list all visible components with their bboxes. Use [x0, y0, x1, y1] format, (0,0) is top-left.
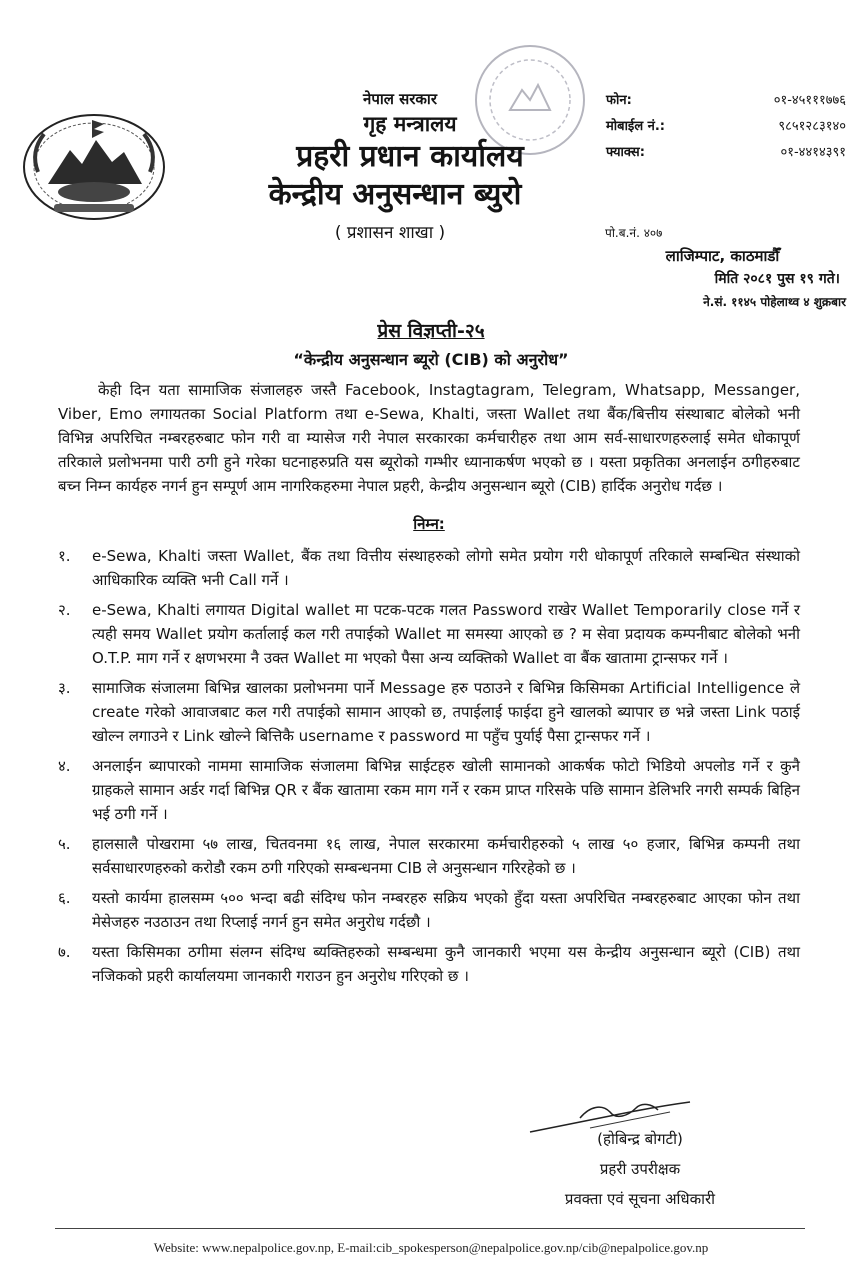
- item-text: e-Sewa, Khalti लगायत Digital wallet मा पटक-पटक गलत Password राखेर Wallet Temporarily close गर्ने र त्यही समय Wallet प्रयोग कर्तालाई कल गरी तपाईको Wallet मा समस्या आएको छ ? म सेवा प्रदायक कम्पनीबाट बोलेको भनी O.T.P. माग गर्ने र क्षणभरमा नै उक्त Wallet मा भएको पैसा अन्य व्यक्तिको Wallet वा बैंक खातामा ट्रान्सफर गर्ने ।: [92, 601, 800, 667]
- location: लाजिम्पाट, काठमाडौँ: [665, 247, 780, 265]
- po-box: पो.ब.नं. ४०७: [605, 226, 663, 240]
- contact-row-mobile: [606, 114, 846, 140]
- list-heading: [58, 512, 800, 536]
- item-number: ६.: [58, 889, 71, 907]
- footer-contact: Website: www.nepalpolice.gov.np, E-mail:cib_spokesperson@nepalpolice.gov.np/cib@nepalpolice.gov.np: [153, 1240, 709, 1255]
- ministry-name: गृह मन्त्रालय: [363, 112, 457, 136]
- list-item: [58, 886, 800, 934]
- signature-block: [540, 1124, 740, 1214]
- signatory-name: (होबिन्द्र बोगटी): [597, 1130, 683, 1148]
- contact-value: ०१-४५१११७७६: [773, 93, 846, 108]
- item-number: ४.: [58, 757, 71, 775]
- list-item: [58, 754, 800, 826]
- branch-name: ( प्रशासन शाखा ): [334, 223, 446, 243]
- request-list: [58, 544, 800, 988]
- item-text: अनलाईन ब्यापारको नाममा सामाजिक संजालमा बिभिन्न साईटहरु खोली सामानको आकर्षक फोटो भिडियो अपलोड गर्ने र कुनै ग्राहकले सामान अर्डर गर्दा बिभिन्न QR र बैंक खातामा रकम माग गर्ने र रकम प्राप्त गरिसके पछि सामान डेलिभरि नगरी सम्पर्क बिहिन भई ठगी गर्ने ।: [92, 757, 800, 823]
- list-item: [58, 940, 800, 988]
- government-name: नेपाल सरकार: [363, 90, 437, 108]
- contact-label: फ्याक्स:: [606, 145, 645, 160]
- list-item: [58, 544, 800, 592]
- press-subtitle: “केन्द्रीय अनुसन्धान ब्यूरो (CIB) को अनुरोध”: [293, 350, 569, 369]
- intro-paragraph: केही दिन यता सामाजिक संजालहरु जस्तै Facebook, Instagtagram, Telegram, Whatsapp, Messanger, Viber, Emo लगायतका Social Platform तथा e-Sewa, Khalti, जस्ता Wallet तथा बैंक/बित्तीय संस्थाबाट बोलेको भनी विभिन्न अपरिचित नम्बरहरुबाट फोन गरी वा म्यासेज गरी नेपाल सरकारका कर्मचारीहरु तथा आम सर्व-साधारणहरुलाई समेत धोकापूर्ण तरिकाले प्रलोभनमा पारी ठगी हुने गरेका घटनाहरुप्रति यस ब्यूरोको गम्भीर ध्यानाकर्षण भएको छ । यस्ता प्रकृतिका अनलाईन ठगीहरुबाट बच्न निम्न कार्यहरु नगर्न हुन सम्पूर्ण आम नागरिकहरुमा नेपाल प्रहरी, केन्द्रीय अनुसन्धान ब्यूरो (CIB) हार्दिक अनुरोध गर्दछ ।: [58, 381, 800, 495]
- address-block: [605, 222, 846, 314]
- press-title: [0, 317, 862, 343]
- nepal-samvat-date: ने.सं. ११४५ पोहेलाथ्व ४ शुक्रबार: [703, 295, 846, 309]
- contact-label: फोन:: [606, 93, 632, 108]
- list-item: [58, 832, 800, 880]
- item-text: e-Sewa, Khalti जस्ता Wallet, बैंक तथा वित्तीय संस्थाहरुको लोगो समेत प्रयोग गरी धोकापूर्ण तरिकाले सम्बन्धित संस्थाको आधिकारिक व्यक्ति भनी Call गर्ने ।: [92, 547, 800, 589]
- footer-divider: [55, 1228, 805, 1229]
- contact-row-phone: [606, 88, 846, 114]
- item-text: सामाजिक संजालमा बिभिन्न खालका प्रलोभनमा पार्ने Message हरु पठाउने र बिभिन्न किसिमका Artificial Intelligence ले create गरेको आवाजबाट कल गरी तपाईको सामान आएको छ, तपाईलाई फाईदा हुने खालको ब्यापार छ भन्ने जस्ता Link पठाई खोल्न लगाउने र Link खोल्ने बित्तिकै username र password मा पहुँच पुर्याई पैसा ट्रान्सफर गर्ने ।: [92, 679, 800, 745]
- item-number: ३.: [58, 679, 71, 697]
- bureau-name: केन्द्रीय अनुसन्धान ब्युरो: [268, 177, 522, 212]
- body-content: [58, 378, 800, 994]
- contact-label: मोबाईल नं.:: [606, 119, 666, 134]
- item-text: यस्तो कार्यमा हालसम्म ५०० भन्दा बढी संदिग्ध फोन नम्बरहरु सक्रिय भएको हुँदा यस्ता अपरिचित नम्बरहरुबाट आएका फोन तथा मेसेजहरु नउठाउन तथा रिप्लाई नगर्न हुन समेत अनुरोध गर्दछौ ।: [92, 889, 800, 931]
- contact-value: ०१-४४१४३९१: [780, 145, 846, 160]
- item-number: ५.: [58, 835, 71, 853]
- contact-value: ९८५१२८३१४०: [778, 119, 846, 134]
- contact-row-fax: [606, 140, 846, 166]
- office-name: प्रहरी प्रधान कार्यालय: [296, 139, 524, 174]
- contact-block: [606, 88, 846, 166]
- list-item: [58, 598, 800, 670]
- item-number: २.: [58, 601, 71, 619]
- item-text: यस्ता किसिमका ठगीमा संलग्न संदिग्ध ब्यक्तिहरुको सम्बन्धमा कुनै जानकारी भएमा यस केन्द्रीय अनुसन्धान ब्यूरो (CIB) तथा नजिकको प्रहरी कार्यालयमा जानकारी गराउन हुन अनुरोध गरिएको छ ।: [92, 943, 800, 985]
- list-item: [58, 676, 800, 748]
- item-text: हालसालै पोखरामा ५७ लाख, चितवनमा १६ लाख, नेपाल सरकारमा कर्मचारीहरुको ५ लाख ५० हजार, बिभिन्न कम्पनी तथा सर्वसाधारणहरुको करोडौ रकम ठगी गरिएको सम्बन्धनमा CIB ले अनुसन्धान गरिरहेको छ ।: [92, 835, 800, 877]
- item-number: ७.: [58, 943, 71, 961]
- issue-date: मिति २०८१ पुस १९ गते।: [714, 271, 840, 287]
- list-heading-text: निम्न:: [413, 515, 445, 533]
- signatory-rank: प्रहरी उपरीक्षक: [599, 1160, 681, 1178]
- signatory-role: प्रवक्ता एवं सूचना अधिकारी: [564, 1190, 716, 1208]
- letterhead: [175, 88, 645, 248]
- item-number: १.: [58, 547, 71, 565]
- press-title-text: प्रेस विज्ञप्ती-२५: [377, 320, 485, 342]
